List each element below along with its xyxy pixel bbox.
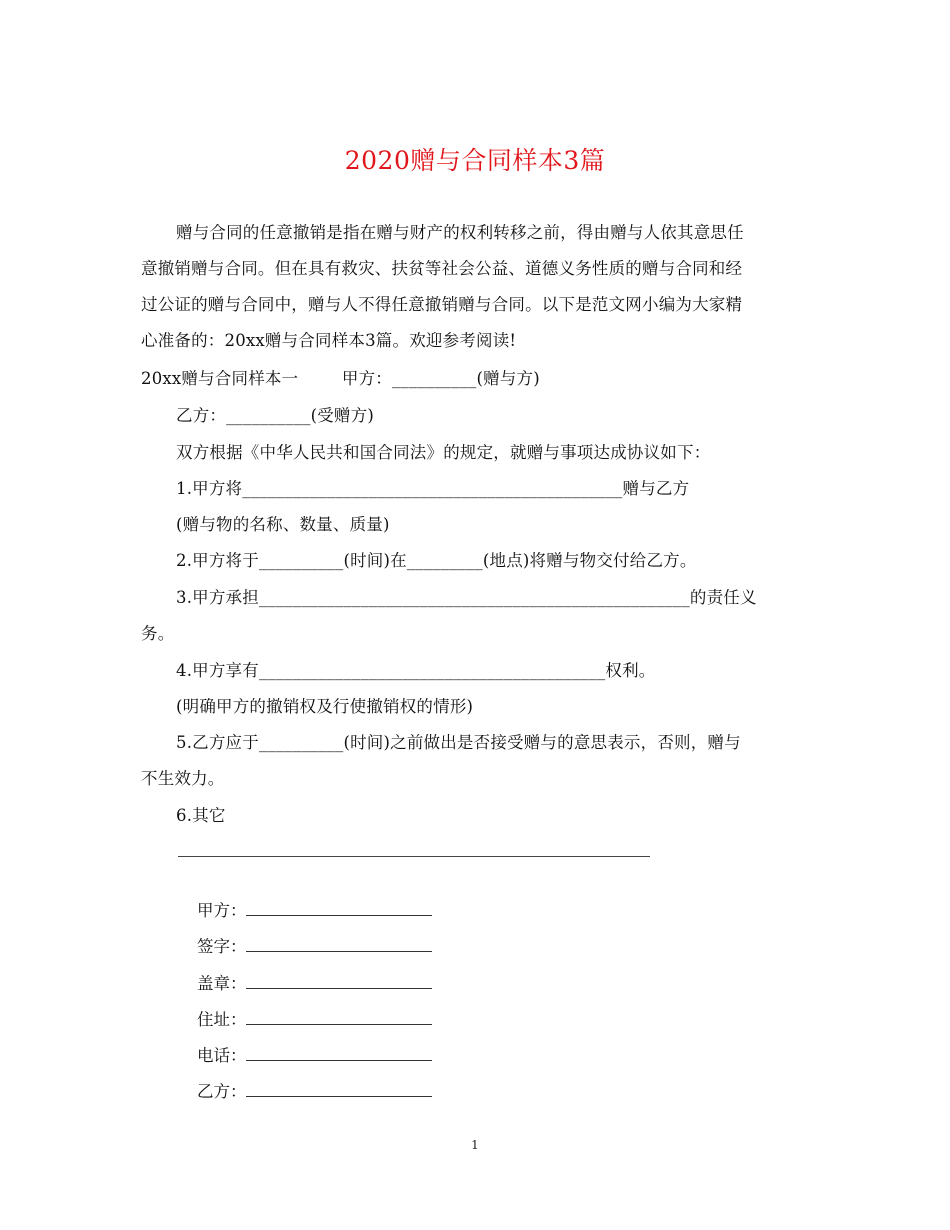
- intro-line-1: 赠与合同的任意撤销是指在赠与财产的权利转移之前，得由赠与人依其意思任: [176, 223, 744, 242]
- document-title: 2020赠与合同样本3篇: [344, 146, 606, 175]
- signature-field-label: 住址：: [196, 1010, 247, 1029]
- clause-1: 1.甲方将_____________________________________________赠与乙方: [176, 479, 690, 498]
- clause-3-line-1: 3.甲方承担___________________________________________________的责任义: [176, 588, 757, 607]
- intro-line-4: 心准备的：20xx赠与合同样本3篇。欢迎参考阅读!: [141, 331, 517, 350]
- intro-line-3: 过公证的赠与合同中，赠与人不得任意撤销赠与合同。以下是范文网小编为大家精: [141, 295, 743, 314]
- signature-field-label: 乙方：: [196, 1082, 247, 1101]
- clause-6: 6.其它: [176, 806, 226, 825]
- signature-field-label: 电话：: [196, 1046, 247, 1065]
- signature-field-label: 盖章：: [196, 974, 247, 993]
- page-number: 1: [471, 1138, 479, 1152]
- other-terms-blank-line: [178, 856, 650, 857]
- signature-field-label: 签字：: [196, 937, 247, 956]
- agreement-basis: 双方根据《中华人民共和国合同法》的规定，就赠与事项达成协议如下：: [176, 443, 711, 462]
- sample-heading: 20xx赠与合同样本一 甲方：__________(赠与方): [141, 369, 540, 388]
- signature-field-label: 甲方：: [196, 901, 247, 920]
- clause-1-note: (赠与物的名称、数量、质量): [176, 515, 390, 534]
- clause-5-line-1: 5.乙方应于__________(时间)之前做出是否接受赠与的意思表示，否则，赠与: [176, 733, 741, 752]
- signature-field-party-b: [176, 1058, 432, 1125]
- intro-line-2: 意撤销赠与合同。但在具有救灾、扶贫等社会公益、道德义务性质的赠与合同和经: [141, 259, 743, 278]
- clause-4-note: (明确甲方的撤销权及行使撤销权的情形): [176, 697, 474, 716]
- clause-2: 2.甲方将于__________(时间)在_________(地点)将赠与物交付给乙方。: [176, 551, 697, 570]
- signature-field-blank: [246, 1080, 432, 1097]
- clause-3-line-2: 务。: [141, 624, 175, 643]
- clause-5-line-2: 不生效力。: [141, 769, 225, 788]
- clause-4: 4.甲方享有_________________________________________权利。: [176, 661, 656, 680]
- party-b-line: 乙方：__________(受赠方): [176, 406, 374, 425]
